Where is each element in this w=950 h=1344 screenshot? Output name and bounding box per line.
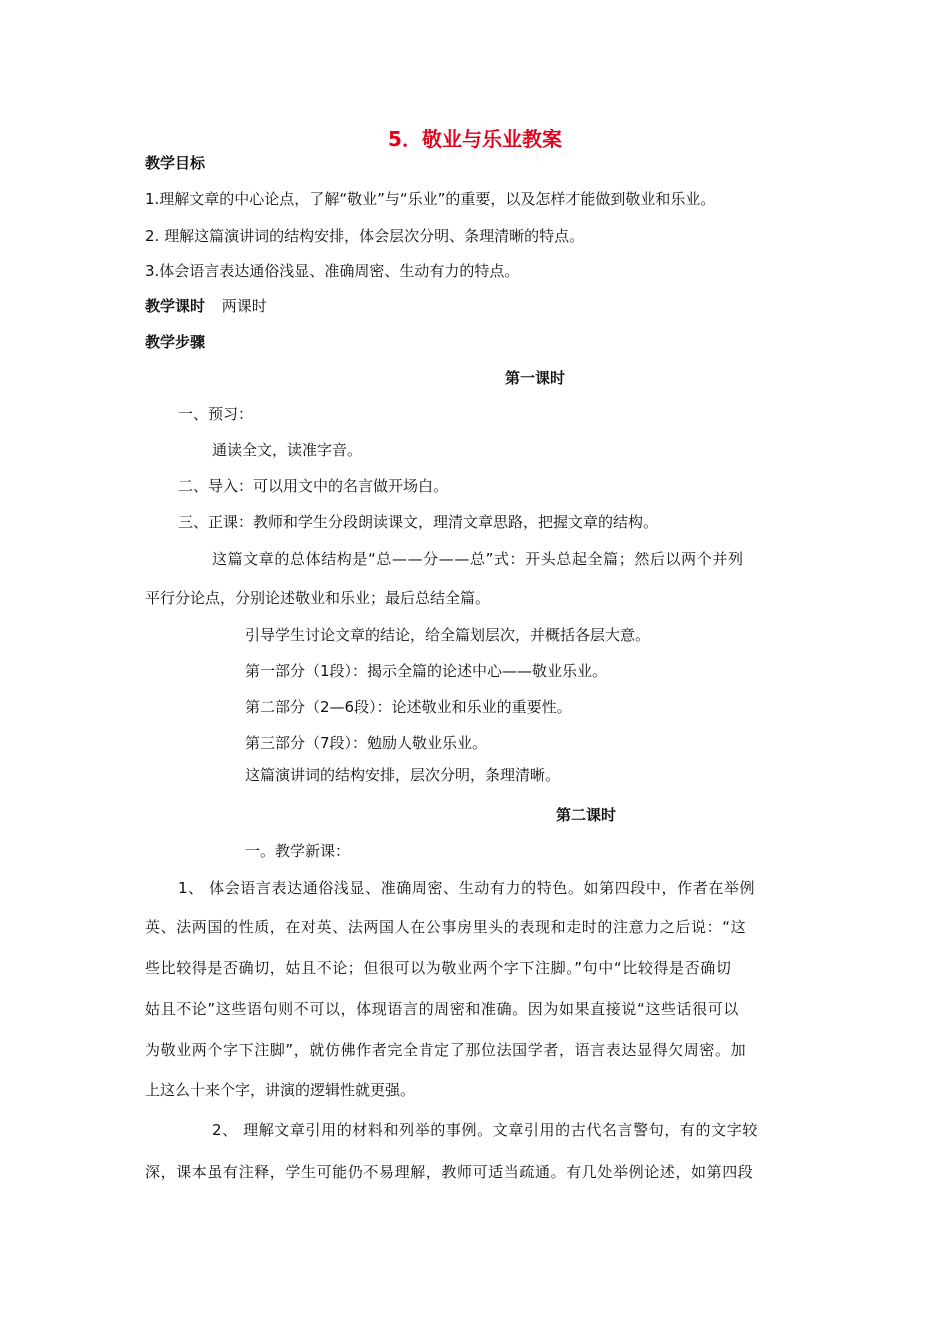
preview-text: 通读全文，读准字音。 xyxy=(212,441,363,459)
intro-text: 二、导入：可以用文中的名言做开场白。 xyxy=(178,477,449,495)
part-1: 第一部分（1段）：揭示全篇的论述中心——敬业乐业。 xyxy=(245,662,608,680)
part-2: 第二部分（2—6段）：论述敬业和乐业的重要性。 xyxy=(245,698,572,716)
lesson2-heading: 第二课时 xyxy=(556,806,617,824)
objectives-heading: 教学目标 xyxy=(145,154,206,172)
paragraph-1-line-5: 为敬业两个字下注脚”，就仿佛作者完全肯定了那位法国学者，语言表达显得欠周密。加 xyxy=(145,1041,747,1059)
objective-item-2: 2. 理解这篇演讲词的结构安排，体会层次分明、条理清晰的特点。 xyxy=(145,227,585,245)
paragraph-2-line-1: 2、 理解文章引用的材料和列举的事例。文章引用的古代名言警句，有的文字较 xyxy=(212,1121,758,1139)
main-lesson-text: 三、正课：教师和学生分段朗读课文，理清文章思路，把握文章的结构。 xyxy=(178,513,659,531)
period-row xyxy=(145,296,267,316)
paragraph-1-line-6: 上这么十来个字，讲演的逻辑性就更强。 xyxy=(145,1081,416,1099)
paragraph-1-line-4: 姑且不论”这些语句则不可以，体现语言的周密和准确。因为如果直接说“这些话很可以 xyxy=(145,1000,739,1018)
objective-item-3: 3.体会语言表达通俗浅显、准确周密、生动有力的特点。 xyxy=(145,262,520,280)
preview-label: 一、预习： xyxy=(178,405,254,423)
document-title: 5．敬业与乐业教案 xyxy=(388,127,562,151)
period-label: 教学课时 xyxy=(145,297,206,315)
guide-text: 引导学生讨论文章的结论，给全篇划层次，并概括各层大意。 xyxy=(245,626,651,644)
structure-summary: 这篇演讲词的结构安排，层次分明，条理清晰。 xyxy=(245,766,561,784)
period-value: 两课时 xyxy=(221,297,267,315)
paragraph-1-line-1: 1、 体会语言表达通俗浅显、准确周密、生动有力的特色。如第四段中，作者在举例 xyxy=(178,879,756,897)
objective-item-1: 1.理解文章的中心论点，了解“敬业”与“乐业”的重要，以及怎样才能做到敬业和乐业。 xyxy=(145,190,716,208)
structure-line-2: 平行分论点，分别论述敬业和乐业；最后总结全篇。 xyxy=(145,589,491,607)
part-3: 第三部分（7段）：勉励人敬业乐业。 xyxy=(245,734,488,752)
new-lesson-label: 一。教学新课： xyxy=(245,842,351,860)
structure-line-1: 这篇文章的总体结构是“总——分——总”式：开头总起全篇；然后以两个并列 xyxy=(212,550,744,568)
paragraph-1-line-3: 些比较得是否确切，姑且不论；但很可以为敬业两个字下注脚。”句中“比较得是否确切 xyxy=(145,959,732,977)
lesson1-heading: 第一课时 xyxy=(505,369,566,387)
paragraph-1-line-2: 英、法两国的性质，在对英、法两国人在公事房里头的表现和走时的注意力之后说：“这 xyxy=(145,918,747,936)
steps-heading: 教学步骤 xyxy=(145,333,206,351)
paragraph-2-line-2: 深，课本虽有注释，学生可能仍不易理解，教师可适当疏通。有几处举例论述，如第四段 xyxy=(145,1163,754,1181)
